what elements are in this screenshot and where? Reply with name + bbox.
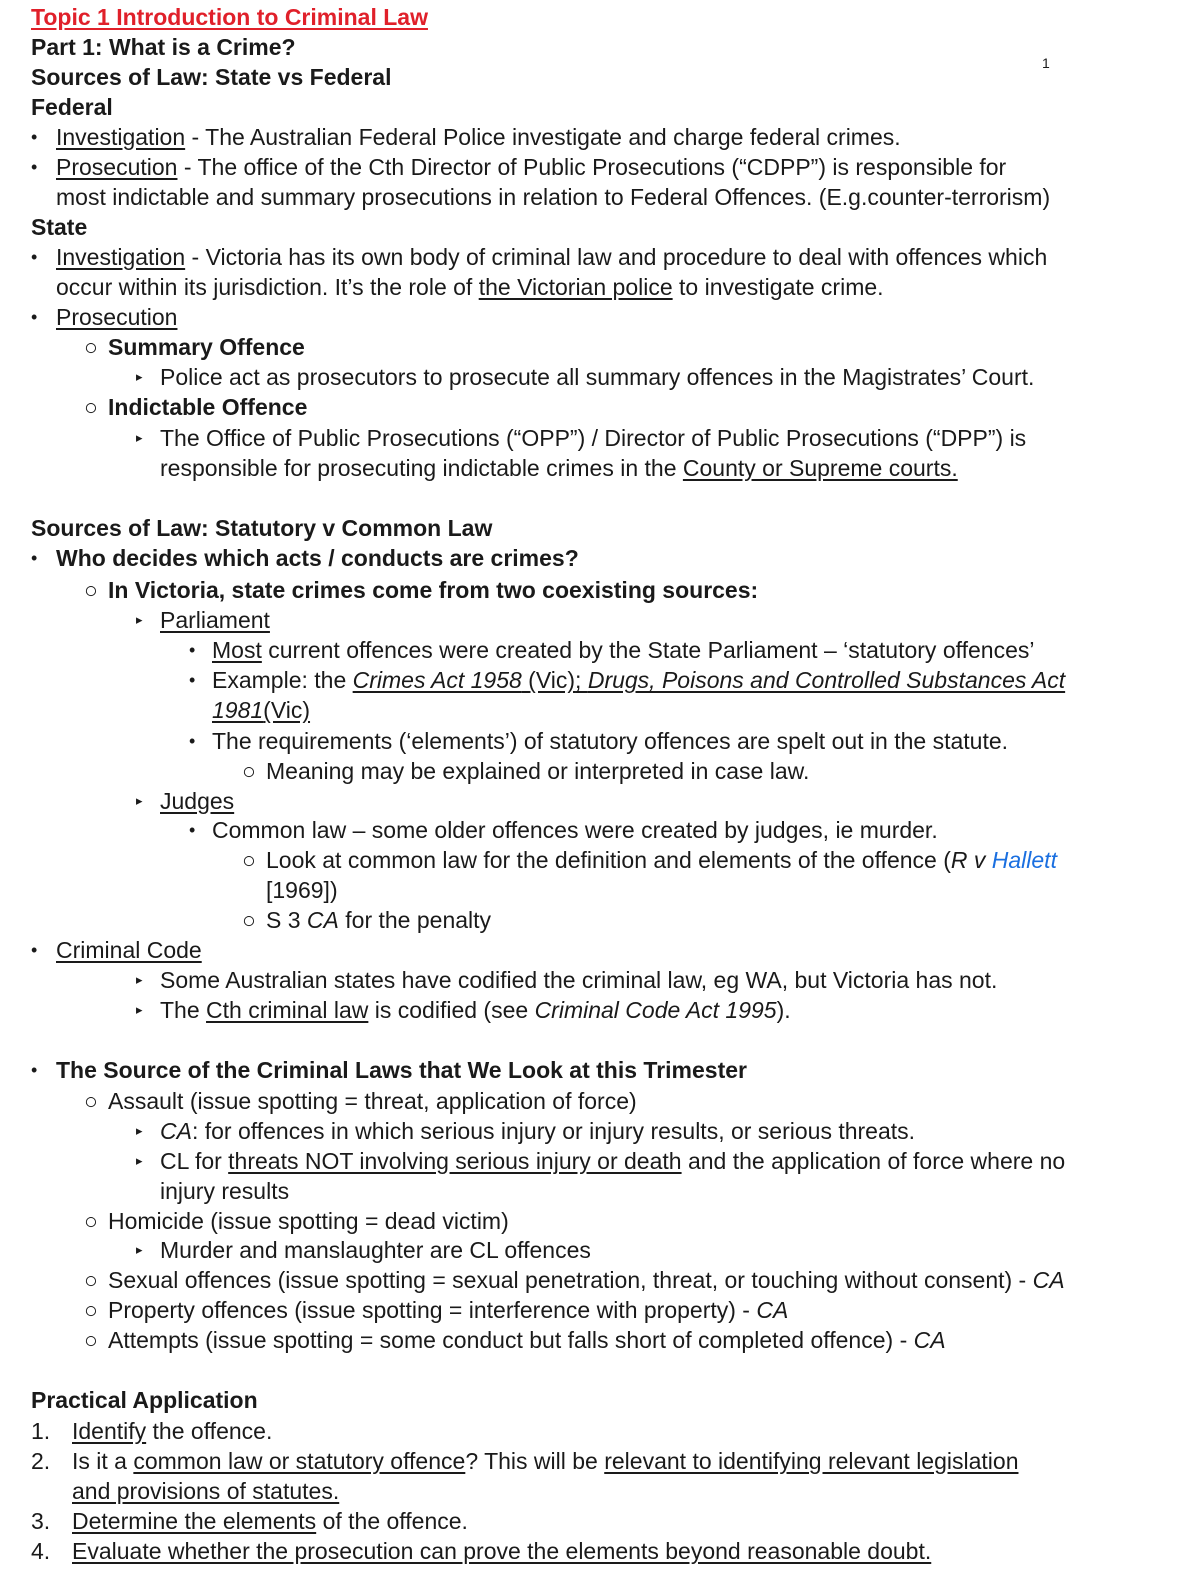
circle-bullet-icon: ○ [84,1208,98,1234]
bullet-icon: • [189,731,196,751]
page-number: 1 [1042,55,1050,71]
list-number: 2. [31,1448,51,1474]
most-offences: Most current offences were created by the State Parliament – ‘statutory offences’ [212,637,1035,663]
federal-prosecution: Prosecution - The office of the Cth Director of Public Prosecutions (“CDPP”) is responsible for [56,154,1007,180]
practical-heading: Practical Application [31,1387,258,1413]
triangle-bullet-icon: ▸ [136,1153,143,1168]
section-heading-state-federal: Sources of Law: State vs Federal [31,64,392,90]
bullet-icon: • [31,307,38,327]
indictable-offence-text: The Office of Public Prosecutions (“OPP”) / Director of Public Prosecutions (“DPP”) is [160,425,1027,451]
sexual-offences: Sexual offences (issue spotting = sexual penetration, threat, or touching without consent) - CA [108,1267,1065,1293]
triangle-bullet-icon: ▸ [136,1242,143,1257]
assault-cl: CL for threats NOT involving serious injury or death and the application of force where no [160,1148,1066,1174]
triangle-bullet-icon: ▸ [136,972,143,987]
triangle-bullet-icon: ▸ [136,1002,143,1017]
circle-bullet-icon: ○ [84,334,98,360]
federal-investigation: Investigation - The Australian Federal Police investigate and charge federal crimes. [56,124,901,150]
murder: Murder and manslaughter are CL offences [160,1237,591,1263]
document-title: Topic 1 Introduction to Criminal Law [31,4,428,30]
bullet-icon: • [31,247,38,267]
triangle-bullet-icon: ▸ [136,369,143,384]
bullet-icon: • [31,127,38,147]
assault-ca: CA: for offences in which serious injury or injury results, or serious threats. [160,1118,916,1144]
in-victoria: In Victoria, state crimes come from two coexisting sources: [108,577,759,603]
bullet-icon: • [31,548,38,568]
practical-item-3: Determine the elements of the offence. [72,1508,468,1534]
summary-offence-text: Police act as prosecutors to prosecute all summary offences in the Magistrates’ Court. [160,364,1035,390]
circle-bullet-icon: ○ [242,907,256,933]
section-heading-statutory: Sources of Law: Statutory v Common Law [31,515,493,541]
common-law: Common law – some older offences were created by judges, ie murder. [212,817,938,843]
attempts: Attempts (issue spotting = some conduct but falls short of completed offence) - CA [108,1327,946,1353]
parliament-label: Parliament [160,607,270,633]
list-number: 1. [31,1418,51,1444]
triangle-bullet-icon: ▸ [136,1123,143,1138]
example-acts-cont: 1981(Vic) [212,697,311,723]
practical-item-2-cont: and provisions of statutes. [72,1478,340,1504]
cth-codified: The Cth criminal law is codified (see Criminal Code Act 1995). [160,997,791,1023]
subheading-federal: Federal [31,94,113,120]
practical-item-4: Evaluate whether the prosecution can prove the elements beyond reasonable doubt. [72,1538,932,1564]
indictable-offence-text-cont: responsible for prosecuting indictable crimes in the County or Supreme courts. [160,455,958,481]
circle-bullet-icon: ○ [84,577,98,603]
state-prosecution: Prosecution [56,304,178,330]
example-acts: Example: the Crimes Act 1958 (Vic); Drugs, Poisons and Controlled Substances Act [212,667,1066,693]
triangle-bullet-icon: ▸ [136,793,143,808]
practical-item-2: Is it a common law or statutory offence? This will be relevant to identifying relevant legislation [72,1448,1019,1474]
homicide: Homicide (issue spotting = dead victim) [108,1208,509,1234]
codified-states: Some Australian states have codified the criminal law, eg WA, but Victoria has not. [160,967,998,993]
triangle-bullet-icon: ▸ [136,430,143,445]
practical-item-1: Identify the offence. [72,1418,273,1444]
criminal-code-label: Criminal Code [56,937,202,963]
assault: Assault (issue spotting = threat, application of force) [108,1088,637,1114]
assault-cl-cont: injury results [160,1178,290,1204]
federal-prosecution-cont: most indictable and summary prosecutions in relation to Federal Offences. (E.g.counter-terrorism) [56,184,1051,210]
circle-bullet-icon: ○ [242,758,256,784]
indictable-offence-heading: Indictable Offence [108,394,308,420]
circle-bullet-icon: ○ [84,1327,98,1353]
triangle-bullet-icon: ▸ [136,612,143,627]
list-number: 4. [31,1538,51,1564]
who-decides: Who decides which acts / conducts are crimes? [56,545,579,571]
bullet-icon: • [189,640,196,660]
judges-label: Judges [160,788,235,814]
part-heading: Part 1: What is a Crime? [31,34,296,60]
state-investigation-cont: occur within its jurisdiction. It’s the role of the Victorian police to investigate crime. [56,274,884,300]
look-at-common-law: Look at common law for the definition and elements of the offence (R v Hallett [266,847,1057,873]
property-offences: Property offences (issue spotting = interference with property) - CA [108,1297,789,1323]
circle-bullet-icon: ○ [242,847,256,873]
requirements: The requirements (‘elements’) of statutory offences are spelt out in the statute. [212,728,1009,754]
list-number: 3. [31,1508,51,1534]
bullet-icon: • [189,670,196,690]
summary-offence-heading: Summary Offence [108,334,305,360]
bullet-icon: • [31,940,38,960]
circle-bullet-icon: ○ [84,1267,98,1293]
subheading-state: State [31,214,88,240]
circle-bullet-icon: ○ [84,394,98,420]
trimester-heading: The Source of the Criminal Laws that We Look at this Trimester [56,1057,747,1083]
bullet-icon: • [31,1060,38,1080]
circle-bullet-icon: ○ [84,1297,98,1323]
s3-penalty: S 3 CA for the penalty [266,907,492,933]
hallett-year: [1969]) [266,877,338,903]
meaning: Meaning may be explained or interpreted in case law. [266,758,810,784]
state-investigation: Investigation - Victoria has its own body of criminal law and procedure to deal with offences which [56,244,1048,270]
bullet-icon: • [189,820,196,840]
bullet-icon: • [31,157,38,177]
circle-bullet-icon: ○ [84,1088,98,1114]
